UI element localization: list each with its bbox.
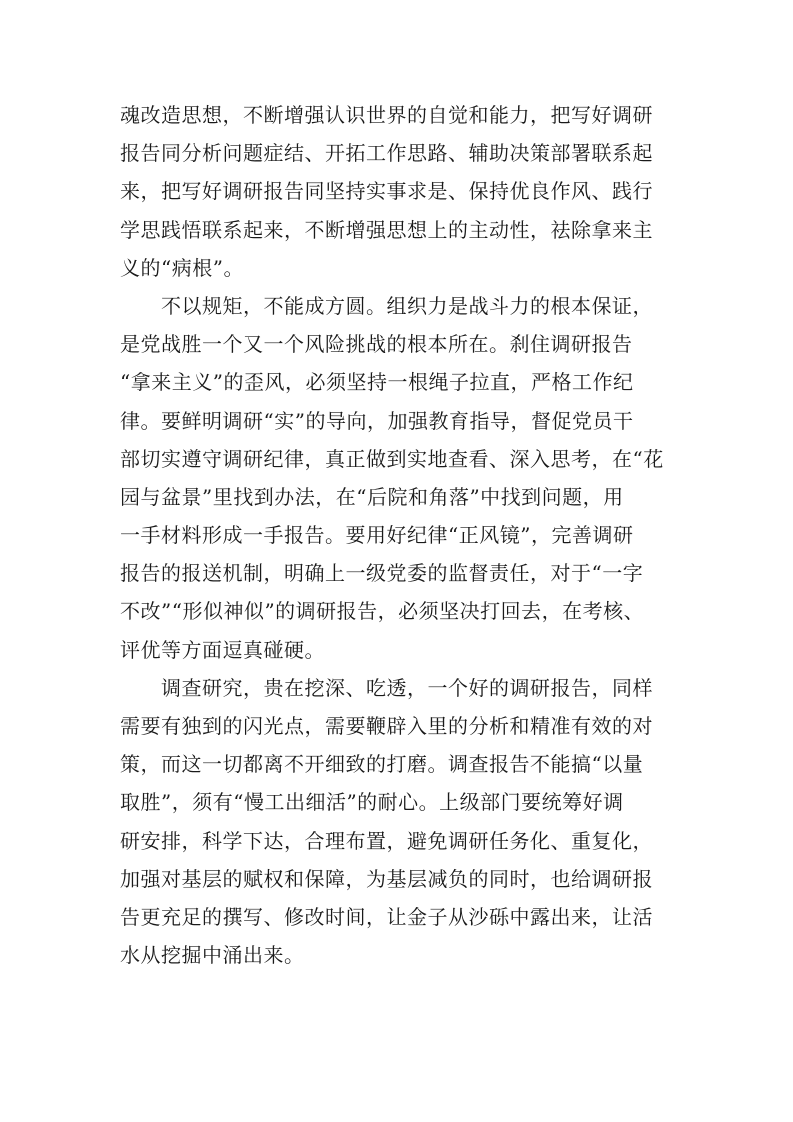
text-line: 一手材料形成一手报告。要用好纪律“正风镜”，完善调研	[120, 523, 634, 548]
text-line: 不改”“形似神似”的调研报告，必须坚决打回去，在考核、	[120, 599, 645, 624]
text-line: 需要有独到的闪光点，需要鞭辟入里的分析和精准有效的对	[120, 714, 653, 738]
document-body	[120, 96, 676, 974]
text-line: “拿来主义”的歪风，必须坚持一根绳子拉直，严格工作纪	[120, 370, 634, 395]
text-line: 是党战胜一个又一个风险挑战的根本所在。刹住调研报告	[120, 332, 633, 357]
text-line: 报告同分析问题症结、开拓工作思路、辅助决策部署联系起	[120, 141, 653, 166]
text-line: 告更充足的撰写、修改时间，让金子从沙砾中露出来，让活	[120, 904, 653, 929]
text-line: 来，把写好调研报告同坚持实事求是、保持优良作风、践行	[120, 179, 653, 204]
text-line: 研安排，科学下达，合理布置，避免调研任务化、重复化，	[120, 828, 653, 853]
text-line: 调查研究，贵在挖深、吃透，一个好的调研报告，同样	[120, 675, 653, 700]
text-line: 取胜”，须有“慢工出细活”的耐心。上级部门要统筹好调	[120, 790, 624, 815]
text-line: 部切实遵守调研纪律，真正做到实地查看、深入思考，在“花	[120, 446, 664, 471]
paragraph-3	[120, 669, 676, 975]
paragraph-1	[120, 96, 676, 287]
text-line: 义的“病根”。	[120, 255, 244, 280]
text-line: 加强对基层的赋权和保障，为基层减负的同时，也给调研报	[120, 866, 653, 891]
text-line: 评优等方面逗真碰硬。	[120, 637, 325, 662]
text-line: 园与盆景”里找到办法，在“后院和角落”中找到问题，用	[120, 484, 624, 509]
text-line: 水从挖掘中涌出来。	[120, 943, 305, 968]
text-line: 律。要鲜明调研“实”的导向，加强教育指导，督促党员干	[120, 408, 634, 433]
text-line: 报告的报送机制，明确上一级党委的监督责任，对于“一字	[120, 561, 644, 586]
paragraph-2	[120, 287, 676, 669]
text-line: 学思践悟联系起来，不断增强思想上的主动性，祛除拿来主	[120, 217, 653, 242]
text-line: 策，而这一切都离不开细致的打磨。调查报告不能搞“以量	[120, 752, 644, 777]
text-line: 魂改造思想，不断增强认识世界的自觉和能力，把写好调研	[120, 103, 653, 127]
text-line: 不以规矩，不能成方圆。组织力是战斗力的根本保证，	[120, 293, 653, 318]
